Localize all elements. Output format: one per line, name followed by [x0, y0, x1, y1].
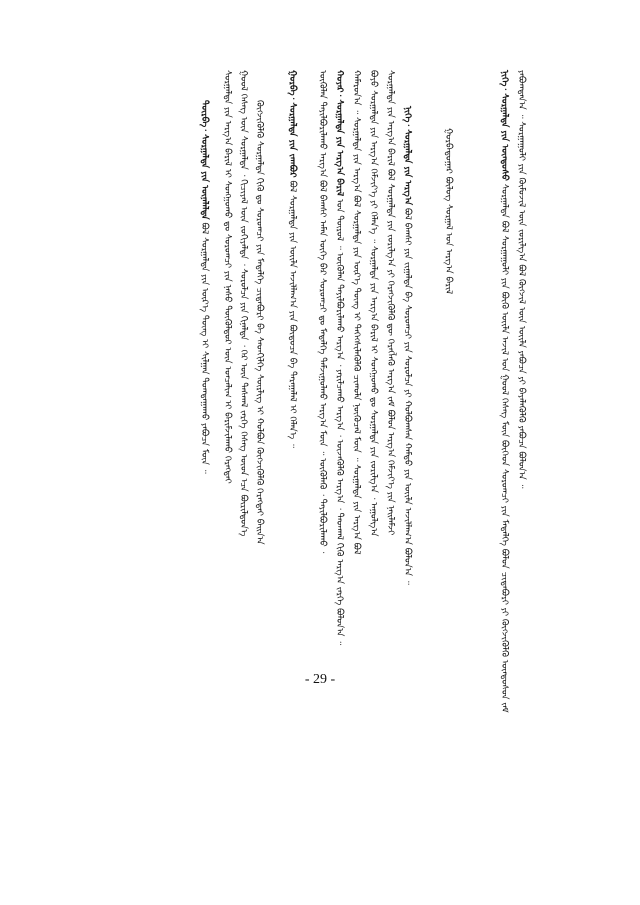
paragraph-text: ᠤᠨ ᠲᠥᠷᠥᠯ ᠃ ᠦᠭᠦᠯᠡᠨ ᠲᠠᠶᠢᠯᠪᠤᠷᠢᠯᠠᠬᠤ ᠠᠷᠭ᠎ᠠ ᠂ ᠶᠠᠷᠢᠯᠴᠠᠬᠤ ᠠᠷᠭ᠎ᠠ ᠂ ᠦᠵᠡᠭᠦᠯᠬᠦ ᠠᠷᠭ᠎ᠠ ᠂ ᠳᠠᠳᠬᠠᠯ ᠬᠢᠬᠦ ᠠᠷᠭ᠎ᠠ ᠵᠡᠷᠭᠡ ᠪᠣᠯᠤᠨ᠎ᠠ ᠃: [334, 199, 344, 646]
text-column: [400, 106, 413, 585]
paragraph-lead: ᠬᠣᠶᠠᠷ᠂ ᠰᠤᠷᠭᠠᠯᠲᠠ ᠶᠢᠨ ᠠᠷᠭ᠎ᠠ ᠪᠠᠷᠢᠯ: [334, 70, 344, 197]
text-column: [252, 100, 265, 545]
section-heading: ᠭᠤᠷᠪᠠᠳᠤᠭᠠᠷ ᠪᠦᠯᠦᠭ ᠰᠤᠷᠭᠠᠯ ᠤᠨ ᠠᠷᠭ᠎ᠠ ᠪᠠᠷᠢᠯ: [443, 128, 453, 295]
paragraph-lead: ᠭᠤᠷᠪᠠ᠂ ᠰᠤᠷᠭᠠᠯᠲᠠ ᠶᠢᠨ ᠵᠠᠭᠪᠤᠷ: [287, 70, 297, 178]
paragraph-text: ᠰᠤᠷᠭᠠᠯᠲᠠ ᠪᠣᠯ ᠰᠤᠷᠭᠠᠭᠤᠯᠢ ᠶᠢᠨ ᠪᠦᠬᠦ ᠦᠢᠯᠡ ᠠᠵᠢᠯ ᠤᠨ ᠭᠣᠣᠯ ᠬᠡᠰᠡᠭ ᠮᠥᠨ ᠪᠥᠭᠡᠳ ᠰᠤᠷᠤᠭᠴᠢ ᠶᠢᠨ ᠮᠡᠳᠡᠯᠭᠡ ᠪᠣᠯᠤᠨ ᠴᠢᠳᠠᠪᠤᠷᠢ ᠶᠢ ᠬᠥᠭᠵᠢᠭᠦᠯᠬᠦ ᠦᠨᠳᠦᠰᠦᠨ ᠵᠠᠮ: [499, 183, 509, 713]
paragraph-text: ᠪᠣᠯ ᠪᠠᠭᠰᠢ ᠶᠢᠨ ᠵᠢᠭᠠᠯᠲᠠ ᠪᠠ ᠰᠤᠷᠤᠭᠴᠢ ᠶᠢᠨ ᠰᠤᠷᠤᠯᠴᠠ ᠶᠢ ᠬᠣᠯᠪᠣᠭᠰᠠᠨ ᠬᠠᠮᠲᠤ ᠶᠢᠨ ᠦᠢᠯᠡ ᠠᠵᠢᠯᠯᠠᠭ᠎ᠠ ᠪᠣᠯᠤᠨ᠎ᠠ ᠃: [402, 208, 412, 585]
text-column: [197, 100, 210, 474]
paragraph-text: ᠦᠭᠦᠯᠡᠨ ᠲᠠᠶᠢᠯᠪᠤᠷᠢᠯᠠᠬᠤ ᠠᠷᠭ᠎ᠠ ᠪᠣᠯ ᠪᠠᠭᠰᠢ ᠠᠮᠠᠨ ᠦᠭᠡ ᠪᠡᠷ ᠰᠤᠷᠤᠭᠴᠢ ᠳᠤ ᠮᠡᠳᠡᠯᠭᠡ ᠳᠠᠮᠵᠢᠭᠤᠯᠬᠤ ᠠᠷᠭ᠎ᠠ ᠮᠥᠨ ᠃ ᠦᠭᠦᠯᠡᠬᠦ ᠂ ᠲᠠᠶᠢᠯᠪᠤᠷᠢᠯᠠᠬᠤ ᠂: [317, 70, 327, 554]
text-column: [285, 70, 298, 448]
text-column: [383, 70, 396, 535]
text-column: [332, 70, 345, 645]
text-column: [349, 70, 362, 555]
paragraph-text: ᠪᠣᠯ ᠰᠤᠷᠭᠠᠯᠲᠠ ᠶᠢᠨ ᠦᠢᠯᠡ ᠠᠵᠢᠯᠯᠠᠭ᠎ᠠ ᠶᠢᠨ ᠪᠦᠲᠦᠴᠡ ᠪᠠ ᠳᠠᠷᠠᠭᠠᠯᠠᠯ ᠢ ᠬᠡᠯᠡᠨ᠎ᠡ ᠃: [287, 180, 297, 448]
paragraph-text: ᠬᠥᠭᠵᠢᠭᠦᠯᠬᠦ ᠰᠤᠷᠭᠠᠯᠲᠠ ᠬᠢᠬᠦ ᠳᠤ ᠰᠤᠷᠤᠭᠴᠢ ᠶᠢᠨ ᠮᠡᠳᠡᠯᠭᠡ ᠴᠢᠳᠠᠪᠤᠷᠢ ᠪᠠ ᠰᠡᠳᠬᠢᠯᠭᠡ ᠰᠦᠷᠯᠢᠭ ᠢ ᠬᠣᠯᠪᠣᠨ ᠬᠥᠭᠵᠢᠭᠦᠯᠬᠦ ᠬᠡᠷᠡᠭᠲᠡᠢ ᠪᠠᠢᠨ᠎ᠠ: [254, 100, 264, 545]
paragraph-text: ᠬᠠᠮᠠᠷᠤᠨ᠎ᠠ ᠃ ᠰᠤᠷᠭᠠᠯᠲᠠ ᠶᠢᠨ ᠠᠷᠭ᠎ᠠ ᠪᠣᠯ ᠰᠤᠷᠭᠠᠯᠲᠠ ᠶᠢᠨ ᠦᠷ᠎ᠡ ᠳᠦᠩ ᠢ ᠳᠡᠭᠡᠭᠰᠢᠯᠡᠭᠦᠯᠬᠦ ᠴᠢᠬᠤᠯᠠ ᠨᠥᠬᠥᠴᠡᠯ ᠮᠥᠨ ᠃ ᠰᠤᠷᠭᠠᠯᠲᠠ ᠶᠢᠨ ᠠᠷᠭ᠎ᠠ ᠪᠣᠯ: [351, 70, 361, 555]
paragraph-text: ᠶᠠᠪᠤᠭᠳᠠᠨ᠎ᠠ ᠃ ᠰᠤᠷᠭᠠᠭᠤᠯᠢ ᠶᠢᠨ ᠬᠦᠮᠦᠵᠢᠯ ᠦᠨ ᠵᠣᠷᠢᠯᠭ᠎ᠠ ᠪᠣᠯ ᠬᠥᠭᠵᠢᠯ ᠦᠨ ᠦᠢᠯᠡ ᠶᠠᠪᠤᠴᠠ ᠶᠢ ᠪᠡᠶᠡᠯᠡᠭᠦᠯᠬᠦ ᠶᠠᠪᠤᠴᠠ ᠪᠣᠯᠤᠨ᠎ᠠ ᠃: [516, 70, 526, 489]
paragraph-lead: ᠨᠢᠭᠡ᠂ ᠰᠤᠷᠭᠠᠯᠲᠠ ᠶᠢᠨ ᠦᠨᠳᠦᠰᠦ: [499, 70, 509, 181]
page-number: - 29 -: [304, 672, 336, 687]
paragraph-lead: ᠳᠥᠷᠪᠡ᠂ ᠰᠤᠷᠭᠠᠯᠲᠠ ᠶᠢᠨ ᠦᠨᠡᠯᠡᠯᠲᠡ: [199, 100, 209, 220]
text-column: [315, 70, 328, 553]
paragraph-text: ᠪᠤᠶᠤ ᠰᠤᠷᠭᠠᠯᠲᠠ ᠶᠢᠨ ᠠᠷᠭ᠎ᠠ ᠬᠡᠮᠵᠢᠶ᠎ᠡ ᠶᠢ ᠬᠡᠯᠡᠨ᠎ᠡ ᠃ ᠰᠤᠷᠭᠠᠯᠲᠠ ᠶᠢᠨ ᠠᠷᠭ᠎ᠠ ᠪᠠᠷᠢᠯ ᠢ ᠰᠣᠩᠭᠣᠬᠤ ᠳᠤ ᠰᠤᠷᠭᠠᠯᠲᠠ ᠶᠢᠨ ᠵᠣᠷᠢᠯᠭ᠎ᠠ ᠂ ᠠᠭᠤᠯᠭ᠎ᠠ: [368, 70, 378, 537]
paragraph-text: ᠪᠣᠯ ᠰᠤᠷᠭᠠᠯᠲᠠ ᠶᠢᠨ ᠦᠷ᠎ᠡ ᠳᠦᠩ ᠢ ᠰᠢᠯᠭᠠᠨ ᠲᠣᠭᠲᠠᠭᠠᠬᠤ ᠶᠠᠪᠤᠴᠠ ᠮᠥᠨ ᠃: [199, 222, 209, 474]
paragraph-text: ᠰᠤᠷᠭᠠᠯᠲᠠ ᠶᠢᠨ ᠠᠷᠭ᠎ᠠ ᠪᠠᠷᠢᠯ ᠢ ᠰᠣᠩᠭᠣᠬᠤ ᠳᠤ ᠰᠤᠷᠤᠭᠴᠢ ᠶᠢᠨ ᠨᠠᠰᠤ ᠲᠥᠭᠦᠯᠳᠦᠷ ᠦᠨ ᠣᠨᠴᠠᠯᠢᠭ ᠢ ᠪᠠᠷᠢᠮᠵᠢᠯᠠᠬᠤ ᠬᠡᠷᠡᠭᠲᠡᠢ: [222, 70, 232, 484]
text-column: [236, 70, 249, 536]
text-column: [497, 70, 510, 713]
text-column: [220, 70, 233, 484]
text-column: [366, 70, 379, 537]
paragraph-lead: ᠨᠢᠭᠡ᠂ ᠰᠤᠷᠭᠠᠯᠲᠠ ᠶᠢᠨ ᠠᠷᠭ᠎ᠠ: [402, 106, 412, 206]
paragraph-text: ᠭᠣᠣᠯ ᠬᠡᠰᠡᠭ ᠦᠨ ᠰᠤᠷᠭᠠᠯᠲᠠ ᠂ ᠬᠢᠴᠢᠶᠡᠯ ᠦᠨ ᠵᠣᠬᠢᠶᠠᠯᠲᠠ ᠂ ᠰᠤᠷᠤᠯᠴᠠ ᠶᠢᠨ ᠬᠢᠨᠠᠯᠲᠠ ᠂ ᠭᠡᠷ ᠦᠨ ᠳᠠᠰᠬᠠᠯ ᠵᠡᠷᠭᠡ ᠬᠡᠰᠡᠭ ᠦᠳ ᠡᠴᠡ ᠪᠦᠷᠢᠯᠳᠦᠨ᠎ᠡ: [238, 70, 248, 537]
paragraph-text: ᠰᠤᠷᠭᠠᠯᠲᠠ ᠶᠢᠨ ᠠᠷᠭ᠎ᠠ ᠪᠠᠷᠢᠯ ᠪᠣᠯ ᠰᠤᠷᠭᠠᠯᠲᠠ ᠶᠢᠨ ᠵᠣᠷᠢᠯᠭ᠎ᠠ ᠶᠢ ᠬᠡᠷᠡᠭᠵᠢᠭᠦᠯᠬᠦ ᠳᠦ ᠬᠡᠷᠡᠭᠯᠡᠬᠦ ᠠᠷᠭ᠎ᠠ ᠵᠠᠮ ᠪᠣᠯᠤᠨ ᠠᠷᠭ᠎ᠠ ᠬᠡᠮᠵᠢᠶ᠎ᠡ ᠶᠢᠨ ᠨᠡᠢᠯᠡᠮᠵᠢ: [385, 70, 395, 536]
text-column: [514, 70, 527, 488]
